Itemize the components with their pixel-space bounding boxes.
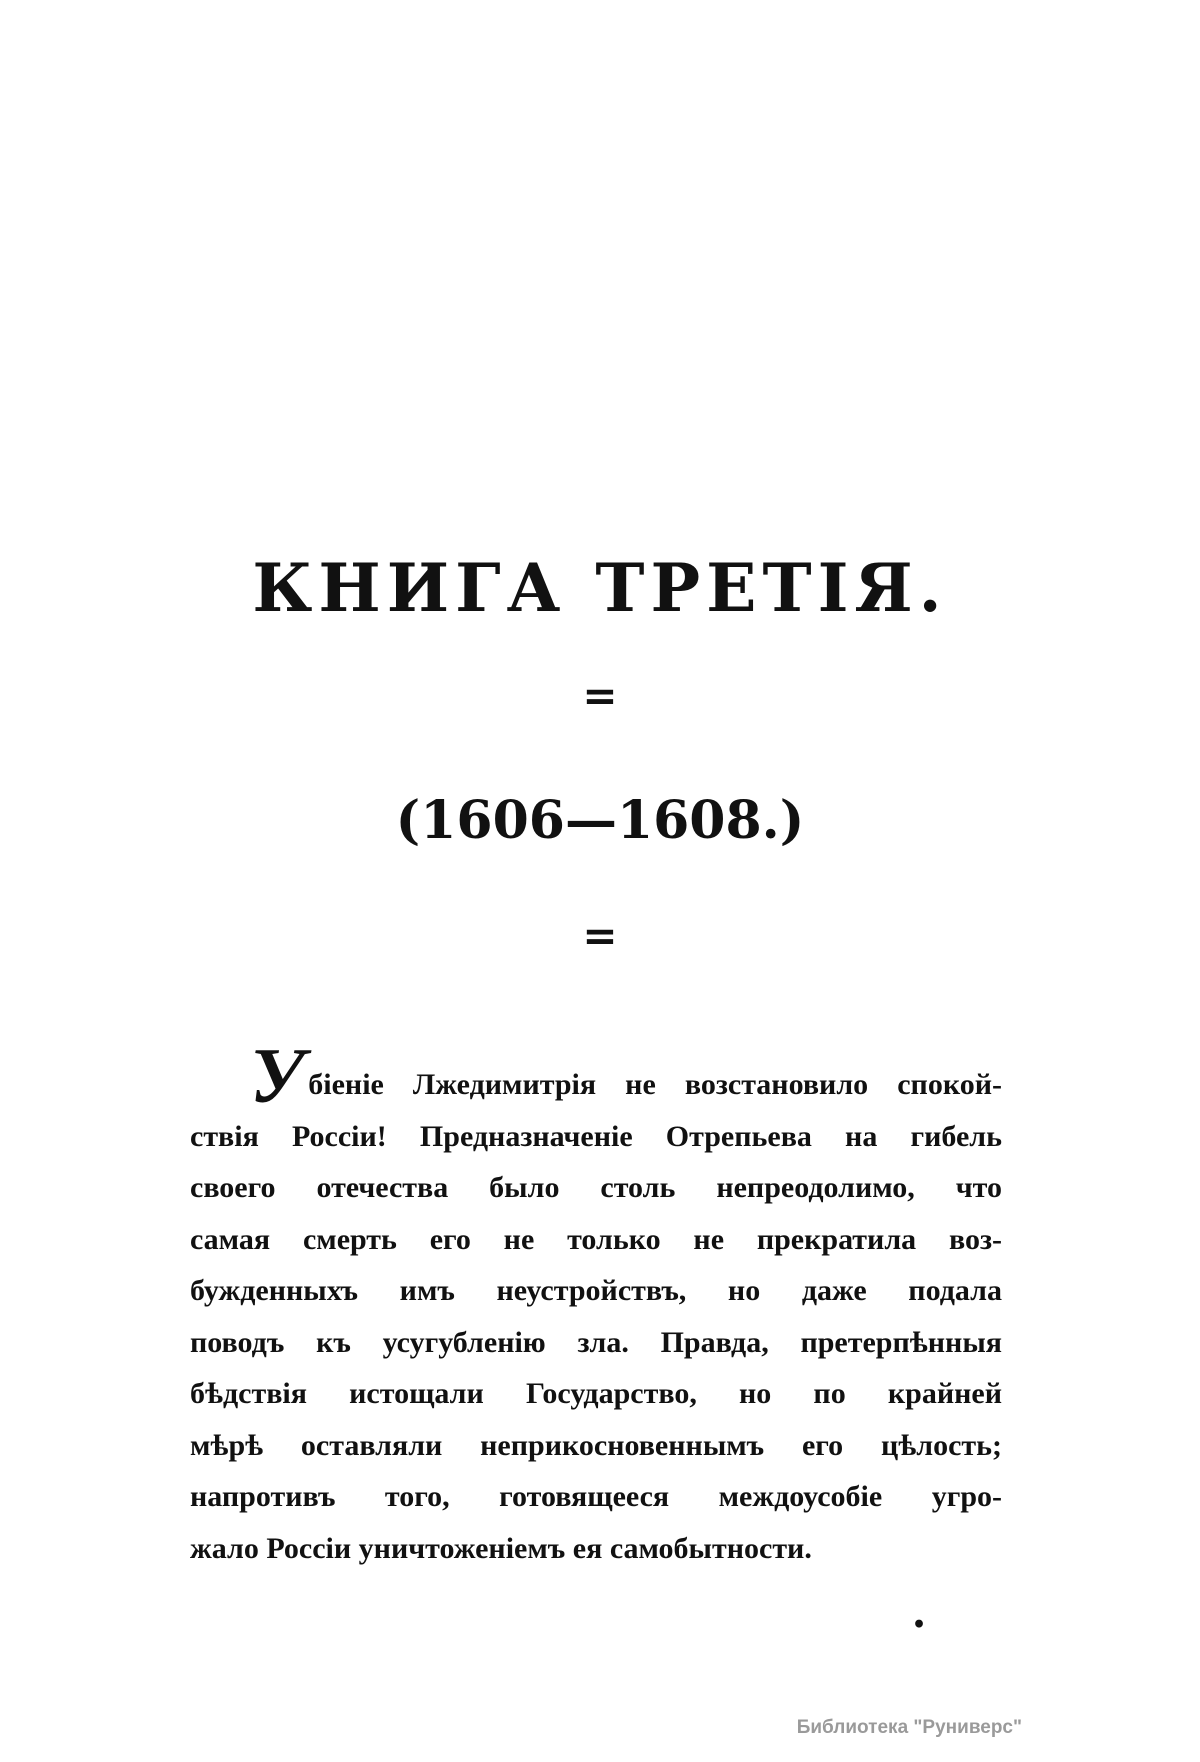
paragraph-line: мѣрѣ оставляли неприкосновеннымъ его цѣлость;	[190, 1428, 1002, 1462]
paragraph-line: поводъ къ усугубленію зла. Правда, претерпѣнныя	[190, 1325, 1002, 1359]
library-watermark: Библиотека "Руниверс"	[796, 1717, 1022, 1738]
printer-mark: •	[912, 1612, 927, 1638]
paragraph-line-text: біеніе Лжедимитрія не возстановило спокой-	[308, 1068, 1002, 1101]
paragraph-line: бужденныхъ имъ неустройствъ, но даже подала	[190, 1274, 1002, 1307]
double-rule-bottom: =	[582, 911, 618, 960]
paragraph-line: напротивъ того, готовящееся междоусобіе угро-	[190, 1480, 1002, 1513]
drop-cap: У	[250, 1032, 305, 1119]
book-title: КНИГА ТРЕТІЯ.	[252, 549, 948, 627]
paragraph-line: бѣдствія истощали Государство, но по крайней	[190, 1377, 1002, 1410]
double-rule-top: =	[582, 671, 618, 720]
paragraph-line: жало Россіи уничтоженіемъ ея самобытности.	[190, 1531, 812, 1565]
paragraph-line: ствія Россіи! Предназначеніе Отрепьева на гибель	[190, 1119, 1002, 1153]
paragraph-line: самая смерть его не только не прекратила воз-	[190, 1222, 1002, 1256]
paragraph-line	[190, 1032, 1002, 1119]
paragraph-line: своего отечества было столь непреодолимо, что	[190, 1171, 1002, 1204]
year-range: (1606—1608.)	[395, 790, 805, 851]
opening-paragraph	[190, 1032, 1002, 1574]
